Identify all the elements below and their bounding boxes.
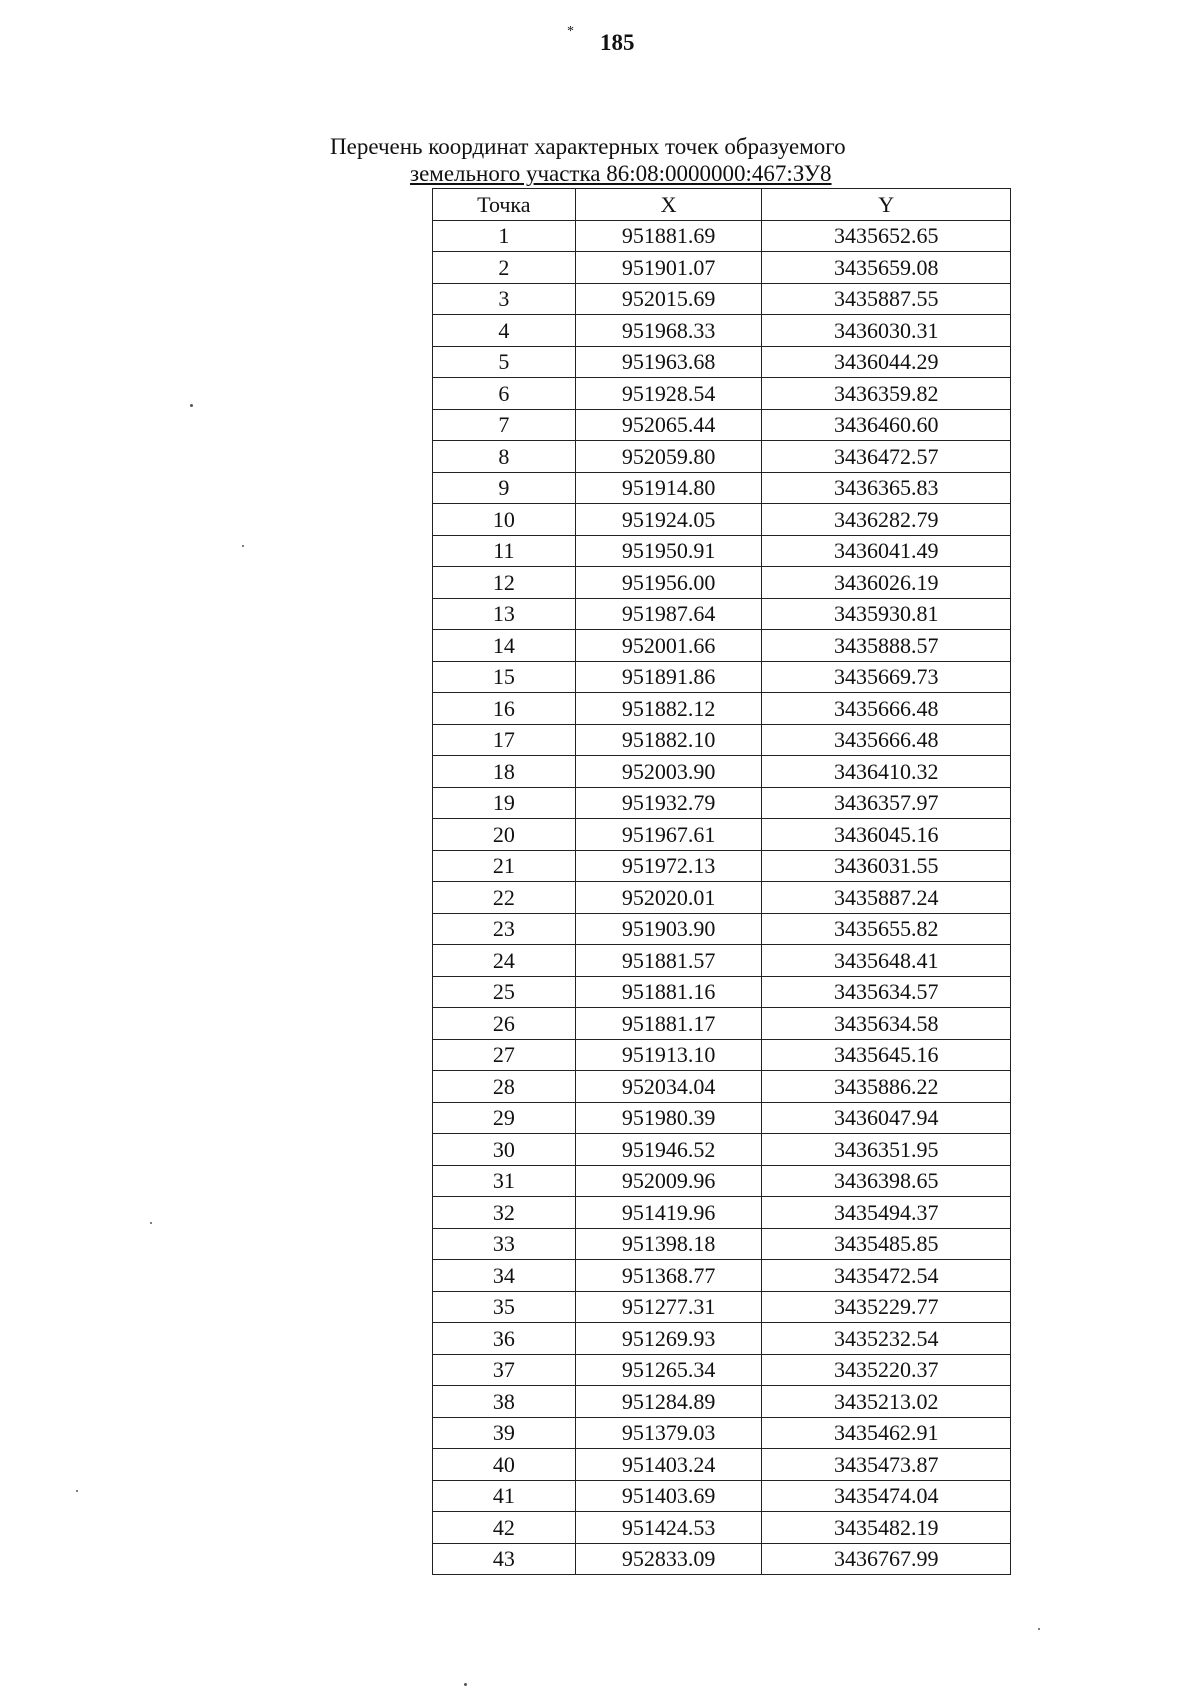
cell-point: 26 xyxy=(433,1008,576,1040)
cell-point: 4 xyxy=(433,315,576,347)
cell-y: 3435659.08 xyxy=(762,252,1011,284)
cell-y: 3435655.82 xyxy=(762,913,1011,945)
table-row xyxy=(433,1417,1011,1449)
cell-point: 27 xyxy=(433,1039,576,1071)
table-row xyxy=(433,661,1011,693)
cell-point: 36 xyxy=(433,1323,576,1355)
cell-x: 951956.00 xyxy=(575,567,762,599)
cell-x: 951972.13 xyxy=(575,850,762,882)
title-line-2-wrapper xyxy=(330,160,980,187)
table-row xyxy=(433,693,1011,725)
cell-y: 3436031.55 xyxy=(762,850,1011,882)
cell-point: 13 xyxy=(433,598,576,630)
table-row xyxy=(433,1197,1011,1229)
cell-x: 951913.10 xyxy=(575,1039,762,1071)
scan-speck xyxy=(76,1490,78,1492)
table-row xyxy=(433,1543,1011,1575)
header-x: X xyxy=(575,189,762,221)
cell-point: 21 xyxy=(433,850,576,882)
cell-x: 951987.64 xyxy=(575,598,762,630)
cell-x: 951932.79 xyxy=(575,787,762,819)
cell-y: 3435232.54 xyxy=(762,1323,1011,1355)
cell-point: 5 xyxy=(433,346,576,378)
cell-point: 2 xyxy=(433,252,576,284)
cell-x: 951379.03 xyxy=(575,1417,762,1449)
cell-y: 3435494.37 xyxy=(762,1197,1011,1229)
table-row xyxy=(433,535,1011,567)
cell-x: 951881.57 xyxy=(575,945,762,977)
table-row xyxy=(433,1102,1011,1134)
cell-x: 952001.66 xyxy=(575,630,762,662)
table-row xyxy=(433,315,1011,347)
table-row xyxy=(433,283,1011,315)
cell-y: 3435472.54 xyxy=(762,1260,1011,1292)
cell-x: 951946.52 xyxy=(575,1134,762,1166)
cell-point: 24 xyxy=(433,945,576,977)
cell-point: 29 xyxy=(433,1102,576,1134)
cell-point: 33 xyxy=(433,1228,576,1260)
cell-y: 3436359.82 xyxy=(762,378,1011,410)
cell-y: 3436041.49 xyxy=(762,535,1011,567)
cell-y: 3435474.04 xyxy=(762,1480,1011,1512)
cell-x: 951398.18 xyxy=(575,1228,762,1260)
table-row xyxy=(433,220,1011,252)
cell-point: 31 xyxy=(433,1165,576,1197)
cell-y: 3435648.41 xyxy=(762,945,1011,977)
cell-point: 39 xyxy=(433,1417,576,1449)
cell-x: 951419.96 xyxy=(575,1197,762,1229)
scan-speck xyxy=(1038,1628,1040,1630)
cell-point: 35 xyxy=(433,1291,576,1323)
cell-y: 3435634.58 xyxy=(762,1008,1011,1040)
table-row xyxy=(433,630,1011,662)
corner-mark: * xyxy=(567,24,574,39)
cell-point: 19 xyxy=(433,787,576,819)
table-row xyxy=(433,1386,1011,1418)
table-row xyxy=(433,472,1011,504)
cell-y: 3435473.87 xyxy=(762,1449,1011,1481)
cell-x: 952015.69 xyxy=(575,283,762,315)
table-row xyxy=(433,850,1011,882)
cell-x: 951891.86 xyxy=(575,661,762,693)
cell-y: 3435886.22 xyxy=(762,1071,1011,1103)
cell-point: 10 xyxy=(433,504,576,536)
cell-point: 12 xyxy=(433,567,576,599)
cell-y: 3436410.32 xyxy=(762,756,1011,788)
table-row xyxy=(433,346,1011,378)
title-line-2: земельного участка 86:08:0000000:467:ЗУ8 xyxy=(410,161,832,186)
cell-x: 952833.09 xyxy=(575,1543,762,1575)
table-row xyxy=(433,1165,1011,1197)
cell-x: 951277.31 xyxy=(575,1291,762,1323)
cell-y: 3435482.19 xyxy=(762,1512,1011,1544)
scan-speck xyxy=(150,1222,152,1224)
cell-y: 3435888.57 xyxy=(762,630,1011,662)
cell-x: 951980.39 xyxy=(575,1102,762,1134)
table-row xyxy=(433,441,1011,473)
cell-x: 951968.33 xyxy=(575,315,762,347)
cell-x: 951403.69 xyxy=(575,1480,762,1512)
cell-y: 3435485.85 xyxy=(762,1228,1011,1260)
cell-y: 3435669.73 xyxy=(762,661,1011,693)
table-row xyxy=(433,1008,1011,1040)
page-title xyxy=(330,133,980,187)
cell-point: 7 xyxy=(433,409,576,441)
table-row xyxy=(433,819,1011,851)
cell-x: 951914.80 xyxy=(575,472,762,504)
cell-point: 32 xyxy=(433,1197,576,1229)
table-row xyxy=(433,1480,1011,1512)
cell-y: 3435930.81 xyxy=(762,598,1011,630)
cell-point: 6 xyxy=(433,378,576,410)
scan-speck xyxy=(242,545,244,547)
cell-point: 42 xyxy=(433,1512,576,1544)
cell-point: 25 xyxy=(433,976,576,1008)
table-row xyxy=(433,598,1011,630)
cell-x: 951881.69 xyxy=(575,220,762,252)
header-y: Y xyxy=(762,189,1011,221)
cell-x: 951284.89 xyxy=(575,1386,762,1418)
cell-point: 28 xyxy=(433,1071,576,1103)
cell-x: 951967.61 xyxy=(575,819,762,851)
cell-x: 951881.17 xyxy=(575,1008,762,1040)
cell-point: 14 xyxy=(433,630,576,662)
cell-y: 3435645.16 xyxy=(762,1039,1011,1071)
cell-x: 951882.12 xyxy=(575,693,762,725)
cell-point: 8 xyxy=(433,441,576,473)
cell-x: 952059.80 xyxy=(575,441,762,473)
cell-y: 3435666.48 xyxy=(762,693,1011,725)
cell-x: 952034.04 xyxy=(575,1071,762,1103)
cell-point: 30 xyxy=(433,1134,576,1166)
table-row xyxy=(433,1071,1011,1103)
table-row xyxy=(433,756,1011,788)
cell-point: 23 xyxy=(433,913,576,945)
table-row xyxy=(433,724,1011,756)
table-row xyxy=(433,1134,1011,1166)
cell-x: 951881.16 xyxy=(575,976,762,1008)
cell-point: 1 xyxy=(433,220,576,252)
cell-x: 951265.34 xyxy=(575,1354,762,1386)
cell-x: 951403.24 xyxy=(575,1449,762,1481)
coordinates-table xyxy=(432,188,1011,1575)
table-row xyxy=(433,945,1011,977)
cell-x: 951924.05 xyxy=(575,504,762,536)
cell-point: 38 xyxy=(433,1386,576,1418)
table-row xyxy=(433,378,1011,410)
table-row xyxy=(433,1449,1011,1481)
cell-point: 22 xyxy=(433,882,576,914)
cell-y: 3435887.55 xyxy=(762,283,1011,315)
cell-point: 40 xyxy=(433,1449,576,1481)
cell-y: 3435666.48 xyxy=(762,724,1011,756)
table-header-row xyxy=(433,189,1011,221)
scan-speck xyxy=(190,404,193,407)
cell-point: 15 xyxy=(433,661,576,693)
cell-y: 3435220.37 xyxy=(762,1354,1011,1386)
table-row xyxy=(433,1039,1011,1071)
cell-x: 951882.10 xyxy=(575,724,762,756)
cell-point: 9 xyxy=(433,472,576,504)
table-row xyxy=(433,1291,1011,1323)
cell-point: 11 xyxy=(433,535,576,567)
cell-point: 16 xyxy=(433,693,576,725)
cell-y: 3436472.57 xyxy=(762,441,1011,473)
cell-y: 3436351.95 xyxy=(762,1134,1011,1166)
cell-x: 951903.90 xyxy=(575,913,762,945)
table-row xyxy=(433,1228,1011,1260)
cell-x: 952003.90 xyxy=(575,756,762,788)
cell-point: 17 xyxy=(433,724,576,756)
cell-y: 3435887.24 xyxy=(762,882,1011,914)
cell-y: 3436030.31 xyxy=(762,315,1011,347)
cell-point: 20 xyxy=(433,819,576,851)
cell-point: 34 xyxy=(433,1260,576,1292)
table-row xyxy=(433,976,1011,1008)
table-row xyxy=(433,1512,1011,1544)
cell-y: 3435229.77 xyxy=(762,1291,1011,1323)
cell-x: 951269.93 xyxy=(575,1323,762,1355)
table-row xyxy=(433,504,1011,536)
table-row xyxy=(433,1260,1011,1292)
scan-speck xyxy=(464,1683,467,1686)
table-row xyxy=(433,409,1011,441)
cell-y: 3436282.79 xyxy=(762,504,1011,536)
cell-point: 18 xyxy=(433,756,576,788)
cell-y: 3435634.57 xyxy=(762,976,1011,1008)
header-point: Точка xyxy=(433,189,576,221)
cell-y: 3436767.99 xyxy=(762,1543,1011,1575)
cell-y: 3436026.19 xyxy=(762,567,1011,599)
cell-x: 951928.54 xyxy=(575,378,762,410)
cell-point: 43 xyxy=(433,1543,576,1575)
cell-y: 3436398.65 xyxy=(762,1165,1011,1197)
cell-x: 952009.96 xyxy=(575,1165,762,1197)
cell-point: 3 xyxy=(433,283,576,315)
cell-x: 951963.68 xyxy=(575,346,762,378)
cell-y: 3436357.97 xyxy=(762,787,1011,819)
cell-point: 37 xyxy=(433,1354,576,1386)
page-number: 185 xyxy=(600,30,635,55)
cell-y: 3435213.02 xyxy=(762,1386,1011,1418)
table-row xyxy=(433,252,1011,284)
cell-x: 952020.01 xyxy=(575,882,762,914)
cell-y: 3436044.29 xyxy=(762,346,1011,378)
cell-y: 3436047.94 xyxy=(762,1102,1011,1134)
title-line-1: Перечень координат характерных точек образуемого xyxy=(330,134,846,159)
cell-y: 3436045.16 xyxy=(762,819,1011,851)
cell-y: 3435652.65 xyxy=(762,220,1011,252)
cell-x: 951424.53 xyxy=(575,1512,762,1544)
cell-x: 951901.07 xyxy=(575,252,762,284)
cell-x: 952065.44 xyxy=(575,409,762,441)
cell-point: 41 xyxy=(433,1480,576,1512)
table-row xyxy=(433,1323,1011,1355)
table-row xyxy=(433,882,1011,914)
table-row xyxy=(433,913,1011,945)
cell-y: 3436460.60 xyxy=(762,409,1011,441)
cell-x: 951950.91 xyxy=(575,535,762,567)
table-row xyxy=(433,1354,1011,1386)
table-body xyxy=(433,220,1011,1575)
table-row xyxy=(433,787,1011,819)
cell-x: 951368.77 xyxy=(575,1260,762,1292)
cell-y: 3436365.83 xyxy=(762,472,1011,504)
table-row xyxy=(433,567,1011,599)
cell-y: 3435462.91 xyxy=(762,1417,1011,1449)
